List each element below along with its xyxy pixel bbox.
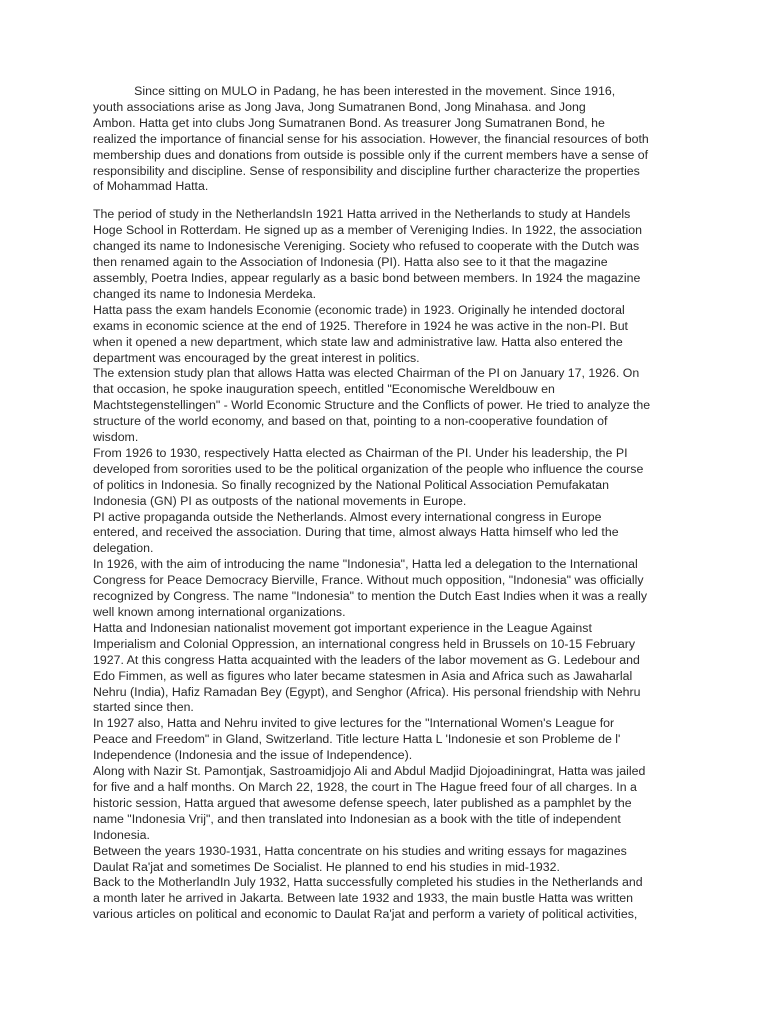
paragraph-chairman-1926: The extension study plan that allows Hatta was elected Chairman of the PI on January 17, 1926. On that occasion, he spoke inauguration speech, entitled "Economische Wereldbouw en Machtstegenstellingen" - World Economic Structure and the Conflicts of power. He tried to analyze the structure of the world economy, and based on that, pointing to a non-cooperative foundation of wisdom. [93,366,651,445]
paragraph-jailed: Along with Nazir St. Pamontjak, Sastroamidjojo Ali and Abdul Madjid Djojoadiningrat, Hatta was jailed for five and a half months. On March 22, 1928, the court in The Hague freed four of all charges. In a historic session, Hatta argued that awesome defense speech, later published as a pamphlet by the name "Indonesia Vrij", and then translated into Indonesian as a book with the title of independent Indonesia. [93,764,646,842]
paragraph-economie-exam: Hatta pass the exam handels Economie (economic trade) in 1923. Originally he intended doctoral exams in economic science at the end of 1925. Therefore in 1924 he was active in the non-PI. But when it opened a new department, which state law and administrative law. Hatta also entered the department was encouraged by the great interest in politics. [93,302,628,365]
paragraph-motherland: Back to the MotherlandIn July 1932, Hatta successfully completed his studies in the Netherlands and a month later he arrived in Jakarta. Between late 1932 and 1933, the main bustle Hatta was written various articles on political and economic to Daulat Ra'jat and perform a variety of political activities, [93,875,643,922]
paragraph-gland-lecture: In 1927 also, Hatta and Nehru invited to give lectures for the "International Women's League for Peace and Freedom" in Gland, Switzerland. Title lecture Hatta L 'Indonesie et son Probleme de l' Independence (Indonesia and the issue of Independence). [93,716,621,763]
paragraph-mulo: Since sitting on MULO in Padang, he has been interested in the movement. Since 1916, youth associations arise as Jong Java, Jong Sumatranen Bond, Jong Minahasa. and Jong Ambon. Hatta get into clubs Jong Sumatranen Bond. As treasurer Jong Sumatranen Bond, he realized the importance of financial sense for his association. However, the financial resources of both membership dues and donations from outside is possible only if the current members have a sense of responsibility and discipline. Sense of responsibility and discipline further characterize the properties of Mohammad Hatta. [93,84,649,194]
paragraph-1930-1931: Between the years 1930-1931, Hatta concentrate on his studies and writing essays for magazines Daulat Ra'jat and sometimes De Socialist. He planned to end his studies in mid-1932. [93,843,627,874]
paragraph-propaganda: PI active propaganda outside the Netherlands. Almost every international congress in Europe entered, and received the association. During that time, almost always Hatta himself who led the delegation. [93,509,619,556]
paragraph-study-netherlands: The period of study in the NetherlandsIn 1921 Hatta arrived in the Netherlands to study at Handels Hoge School in Rotterdam. He signed up as a member of Vereniging Indies. In 1922, the association changed its name to Indonesische Vereniging. Society who refused to cooperate with the Dutch was then renamed again to the Association of Indonesia (PI). Hatta also see to it that the magazine assembly, Poetra Indies, appear regularly as a basic bond between members. In 1924 the magazine changed its name to Indonesia Merdeka. [93,207,642,301]
paragraph-bierville: In 1926, with the aim of introducing the name "Indonesia", Hatta led a delegation to the International Congress for Peace Democracy Bierville, France. Without much opposition, "Indonesia" was officially recognized by Congress. The name "Indonesia" to mention the Dutch East Indies when it was a really well known among international organizations. [93,557,648,619]
paragraph-1926-1930: From 1926 to 1930, respectively Hatta elected as Chairman of the PI. Under his leadership, the PI developed from sororities used to be the political organization of the people who influence the course of politics in Indonesia. So finally recognized by the National Political Association Pemufakatan Indonesia (GN) PI as outposts of the national movements in Europe. [93,445,644,508]
document-page [93,84,683,923]
paragraph-league-against-imperialism: Hatta and Indonesian nationalist movement got important experience in the League Against Imperialism and Colonial Oppression, an international congress held in Brussels on 10-15 February 1927. At this congress Hatta acquainted with the leaders of the labor movement as G. Ledebour and Edo Fimmen, as well as figures who later became statesmen in Asia and Africa such as Jawaharlal Nehru (India), Hafiz Ramadan Bey (Egypt), and Senghor (Africa). His personal friendship with Nehru started since then. [93,620,641,715]
